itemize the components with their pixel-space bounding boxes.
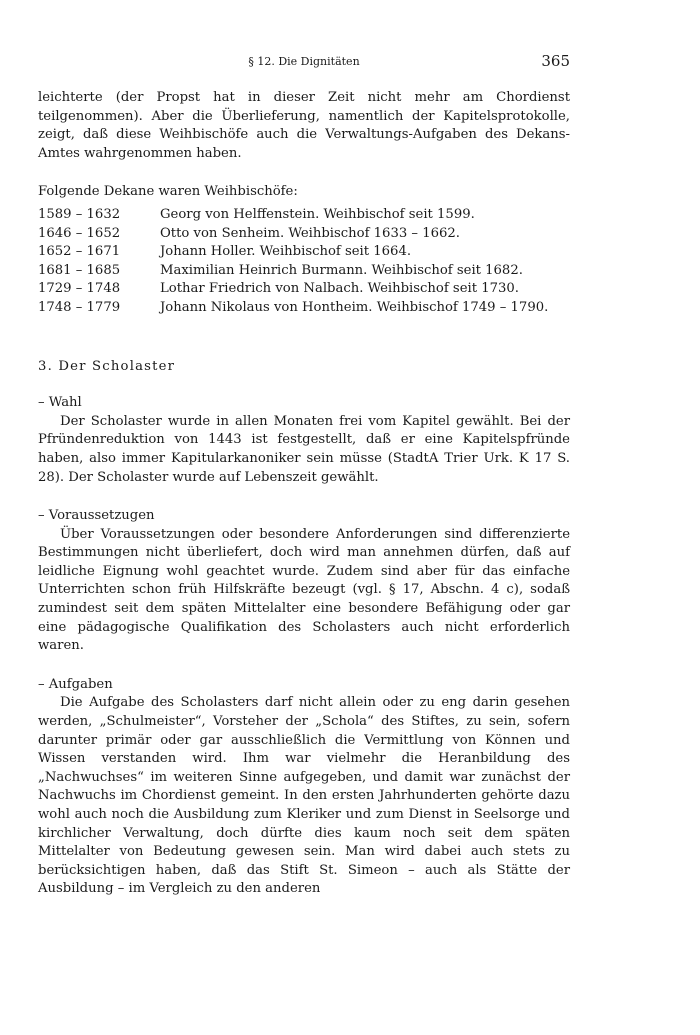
subsection-title-voraussetzungen: – Voraussetzugen [38,508,155,524]
dean-years: 1652 – 1671 [38,244,121,260]
dean-desc: Lothar Friedrich von Nalbach. Weihbischof seit 1730. [160,281,519,297]
dean-years: 1646 – 1652 [38,225,121,241]
section-heading: 3. Der Scholaster [38,358,176,374]
dean-desc: Maximilian Heinrich Burmann. Weihbischof seit 1682. [160,262,523,278]
running-head [38,52,570,72]
table-row [38,299,548,318]
deans-intro: Folgende Dekane waren Weihbischöfe: [38,184,298,200]
dean-years: 1681 – 1685 [38,262,121,278]
dean-desc: Johann Holler. Weihbischof seit 1664. [160,244,412,260]
subsection-text-wahl: Der Scholaster wurde in allen Monaten frei vom Kapitel gewählt. Bei der Pfründenreduktion von 1443 ist festgestellt, daß er eine Kapitelspfründe haben, also immer Kapitularkanoniker sein müsse (StadtA Trier Urk. K 17 S. 28). Der Scholaster wurde auf Lebenszeit gewählt. [38,413,570,485]
dean-desc: Johann Nikolaus von Hontheim. Weihbischof 1749 – 1790. [160,299,549,315]
intro-paragraph: leichterte (der Propst hat in dieser Zeit nicht mehr am Chordienst teilgenommen). Aber die Überlieferung, namentlich der Kapitelsprotokolle, zeigt, daß diese Weihbischöfe auch die Verwaltungs-Aufgaben des Dekans-Amtes wahrgenommen haben. [38,90,570,161]
dean-desc: Georg von Helffenstein. Weihbischof seit 1599. [160,206,475,222]
dean-desc: Otto von Senheim. Weihbischof 1633 – 1662. [160,225,460,241]
dean-years: 1589 – 1632 [38,206,121,222]
page-number: 365 [541,52,570,70]
body-text [38,89,570,899]
table-row [38,280,548,299]
dean-years: 1748 – 1779 [38,299,121,315]
subsection-text-voraussetzungen: Über Voraussetzungen oder besondere Anforderungen sind differenzierte Bestimmungen nicht überliefert, doch wird man annehmen dürfen, daß auf leidliche Eignung wohl geachtet wurde. Zudem sind aber für das einfache Unterrichten schon früh Hilfskräfte bezeugt (vgl. § 17, Abschn. 4 c), sodaß zumindest seit dem späten Mittelalter eine besondere Befähigung oder gar eine pädagogische Qualifikation des Scholasters auch nicht erforderlich waren. [38,526,570,654]
subsection-text-aufgaben: Die Aufgabe des Scholasters darf nicht allein oder zu eng darin gesehen werden, „Schulmeister“, Vorsteher der „Schola“ des Stiftes, zu sein, sofern darunter primär oder gar ausschließlich die Vermittlung von Können und Wissen verstanden wird. Ihm war vielmehr die Heranbildung des „Nachwuchses“ im weiteren Sinne aufgegeben, und damit war zunächst der Nachwuchs im Chordienst gemeint. In den ersten Jahrhunderten gehörte dazu wohl auch noch die Ausbildung zum Kleriker und zum Dienst in Seelsorge und kirchlicher Verwaltung, doch dürfte dies kaum noch seit dem späten Mittelalter von Bedeutung gewesen sein. Man wird dabei auch stets zu berücksichtigen haben, daß das Stift St. Simeon – auch als Stätte der Ausbildung – im Vergleich zu den anderen [38,695,570,897]
subsection-title-wahl: – Wahl [38,395,82,411]
table-row [38,243,548,262]
deans-table [38,206,548,318]
table-row [38,225,548,244]
table-row [38,206,548,225]
dean-years: 1729 – 1748 [38,281,121,297]
running-title: § 12. Die Dignitäten [248,55,360,68]
subsection-title-aufgaben: – Aufgaben [38,676,113,692]
table-row [38,262,548,281]
